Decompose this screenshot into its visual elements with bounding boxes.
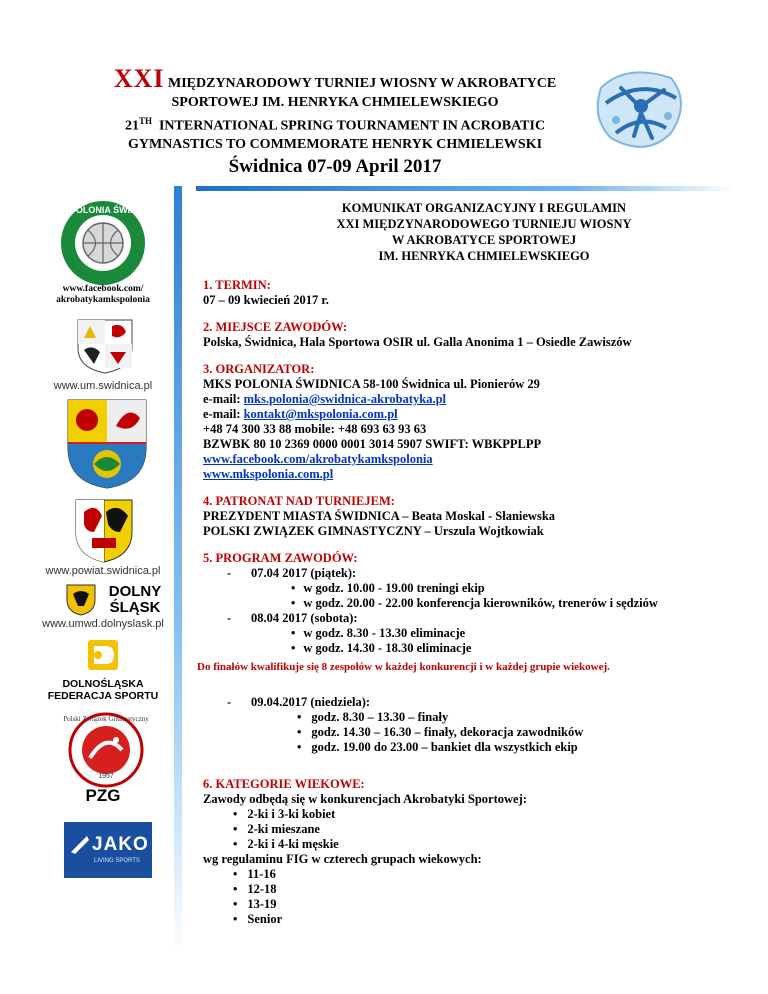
dfs-line-1: DOLNOŚLĄSKA — [62, 678, 144, 690]
patron-1: PREZYDENT MIASTA ŚWIDNICA – Beata Moskal - Słaniewska — [203, 509, 556, 523]
section-heading: 6. KATEGORIE WIEKOWE: — [203, 777, 365, 791]
dolny-slask-shield-icon — [66, 584, 96, 616]
pzg-label: PZG — [85, 786, 121, 805]
venue-text: Polska, Świdnica, Hala Sportowa OSIR ul. Galla Anonima 1 – Osiedle Zawiszów — [203, 335, 632, 349]
jako-logo: JAKO LIVING SPORTS — [64, 822, 152, 878]
club-fb-caption-1: www.facebook.com/ — [62, 284, 144, 294]
day2-list — [203, 626, 743, 656]
competitions-list — [203, 807, 743, 852]
mks-polonia-logo — [47, 200, 159, 286]
header-line-3: 21TH INTERNATIONAL SPRING TOURNAMENT IN ACROBATIC — [124, 116, 546, 134]
competitions-intro: Zawody odbędą się w konkurencjach Akrobatyki Sportowej: — [203, 792, 527, 806]
list-item: • godz. 14.30 – 16.30 – finały, dekoracja zawodników — [315, 725, 743, 740]
header-line-4: GYMNASTICS TO COMMEMORATE HENRYK CHMIELEWSKI — [127, 136, 543, 152]
document-title: KOMUNIKAT ORGANIZACYJNY I REGULAMIN XXI MIĘDZYNARODOWEGO TURNIEJU WIOSNY W AKROBATYCE SPORTOWEJ IM. HENRYKA CHMIELEWSKIEGO — [336, 201, 632, 263]
city-coat-of-arms — [66, 398, 148, 490]
list-item: • w godz. 14.30 - 18.30 eliminacje — [307, 641, 743, 656]
bank-text: BZWBK 80 10 2369 0000 0001 3014 5907 SWIFT: WBKPPLPP — [203, 437, 542, 451]
list-item: • godz. 19.00 do 23.00 – bankiet dla wszystkich ekip — [315, 740, 743, 755]
pzg-logo — [63, 712, 149, 788]
xxi-label: XXI — [113, 64, 165, 93]
powiat-url: www.powiat.swidnica.pl — [45, 565, 161, 577]
section-termin: 1. TERMIN: 07 – 09 kwiecień 2017 r. — [203, 278, 743, 308]
day1-label: 07.04 2017 (piątek): — [251, 566, 357, 580]
coat-of-arms-small — [76, 318, 134, 374]
list-item: • 2-ki mieszane — [249, 822, 743, 837]
section-heading: 3. ORGANIZATOR: — [203, 362, 315, 376]
dolny-slask-logo: DOLNY ŚLĄSK — [66, 584, 176, 618]
list-item: • 12-18 — [249, 882, 743, 897]
list-item: • Senior — [249, 912, 743, 927]
list-item: • 2-ki i 3-ki kobiet — [249, 807, 743, 822]
list-item: • 11-16 — [249, 867, 743, 882]
list-item: • w godz. 20.00 - 22.00 konferencja kierowników, trenerów i sędziów — [307, 596, 743, 611]
section-heading: 1. TERMIN — [203, 278, 267, 292]
svg-text:MKS POLONIA ŚWIDNICA: MKS POLONIA ŚWIDNICA — [47, 205, 159, 215]
section-patronage — [203, 494, 743, 539]
svg-text:1957: 1957 — [98, 773, 114, 780]
header-line-1: MIĘDZYNARODOWY TURNIEJ WIOSNY W AKROBATYCE — [168, 76, 557, 91]
main-content — [197, 200, 743, 927]
section-program: 5. PROGRAM ZAWODÓW: - 07.04 2017 (piątek): • w godz. 10.00 - 19.00 treningi ekip • w godz. 20.00 - 22.00 konferencja kierowników, trenerów i sędziów - 08.04 2017 (sobota): • w godz. 8.30 - 13.30 eliminacje • w godz. 14.30 - 18.30 eliminacje Do finałów kwalifikuje się 8 zespołów w każdej konkurencji i w każdej grupie wiekowej. - 09.04.2017 (niedziela): • godz. 8.30 – 13.30 – finały • godz. 14.30 – 16.30 – finały, dekoracja zawodników • godz. 19.00 do 23.00 – bankiet dla wszystkich ekip — [203, 551, 743, 755]
dfs-logo-icon — [86, 638, 120, 672]
termin-text: 07 – 09 kwiecień 2017 r. — [203, 293, 329, 307]
groups-intro: wg regulaminu FIG w czterech grupach wiekowych: — [203, 852, 482, 866]
powiat-coat-of-arms — [74, 498, 134, 564]
dfs-line-2: FEDERACJA SPORTU — [47, 690, 159, 702]
city-url: www.um.swidnica.pl — [53, 380, 153, 392]
email-link-2[interactable]: kontakt@mkspolonia.com.pl — [243, 407, 398, 421]
svg-text:Polski Związek Gimnastyczny: Polski Związek Gimnastyczny — [63, 715, 149, 723]
document-header — [70, 64, 600, 178]
umwd-url: www.umwd.dolnyslask.pl — [42, 618, 164, 630]
qualification-note: Do finałów kwalifikuje się 8 zespołów w każdej konkurencji i w każdej grupie wiekowej. — [197, 661, 610, 673]
gymnasts-logo — [586, 58, 696, 163]
section-venue: 2. MIEJSCE ZAWODÓW: Polska, Świdnica, Hala Sportowa OSIR ul. Galla Anonima 1 – Osiedle Zawiszów — [203, 320, 743, 350]
phone-text: +48 74 300 33 88 mobile: +48 693 63 93 63 — [203, 422, 427, 436]
list-item: • w godz. 8.30 - 13.30 eliminacje — [307, 626, 743, 641]
day2-label: 08.04 2017 (sobota): — [251, 611, 358, 625]
day3-list — [203, 710, 743, 755]
facebook-link[interactable]: www.facebook.com/akrobatykamkspolonia — [203, 452, 433, 466]
section-organizer: 3. ORGANIZATOR: MKS POLONIA ŚWIDNICA 58-100 Świdnica ul. Pionierów 29 e-mail: mks.polonia@swidnica-akrobatyka.pl e-mail: kontakt@mkspolonia.com.pl +48 74 300 33 88 mobile: +48 693 63 93 63 BZWBK 80 10 2369 0000 0001 3014 5907 SWIFT: WBKPPLPP www.facebook.com/akrobatykamkspolonia www.mkspolonia.com.pl — [203, 362, 743, 482]
list-item: • 13-19 — [249, 897, 743, 912]
jako-swoosh-icon — [69, 834, 91, 856]
event-date: Świdnica 07-09 April 2017 — [228, 155, 442, 177]
section-heading: 2. MIEJSCE ZAWODÓW — [203, 320, 343, 334]
club-fb-caption-2: akrobatykamkspolonia — [56, 295, 150, 305]
list-item: • 2-ki i 4-ki męskie — [249, 837, 743, 852]
organizer-address: MKS POLONIA ŚWIDNICA 58-100 Świdnica ul. Pionierów 29 — [203, 377, 540, 391]
patron-2: POLSKI ZWIĄZEK GIMNASTYCZNY – Urszula Wojtkowiak — [203, 524, 544, 538]
website-link[interactable]: www.mkspolonia.com.pl — [203, 467, 334, 481]
header-divider — [196, 186, 736, 191]
header-line-2: SPORTOWEJ IM. HENRYKA CHMIELEWSKIEGO — [171, 95, 499, 110]
email-link-1[interactable]: mks.polonia@swidnica-akrobatyka.pl — [243, 392, 447, 406]
list-item: • godz. 8.30 – 13.30 – finały — [315, 710, 743, 725]
age-groups-list — [203, 867, 743, 927]
list-item: • w godz. 10.00 - 19.00 treningi ekip — [307, 581, 743, 596]
day1-list — [203, 581, 743, 611]
day3-label: 09.04.2017 (niedziela): — [251, 695, 371, 709]
section-heading: 5. PROGRAM ZAWODÓW: — [203, 551, 358, 565]
section-heading: 4. PATRONAT NAD TURNIEJEM: — [203, 494, 395, 508]
section-age-categories — [203, 777, 743, 927]
